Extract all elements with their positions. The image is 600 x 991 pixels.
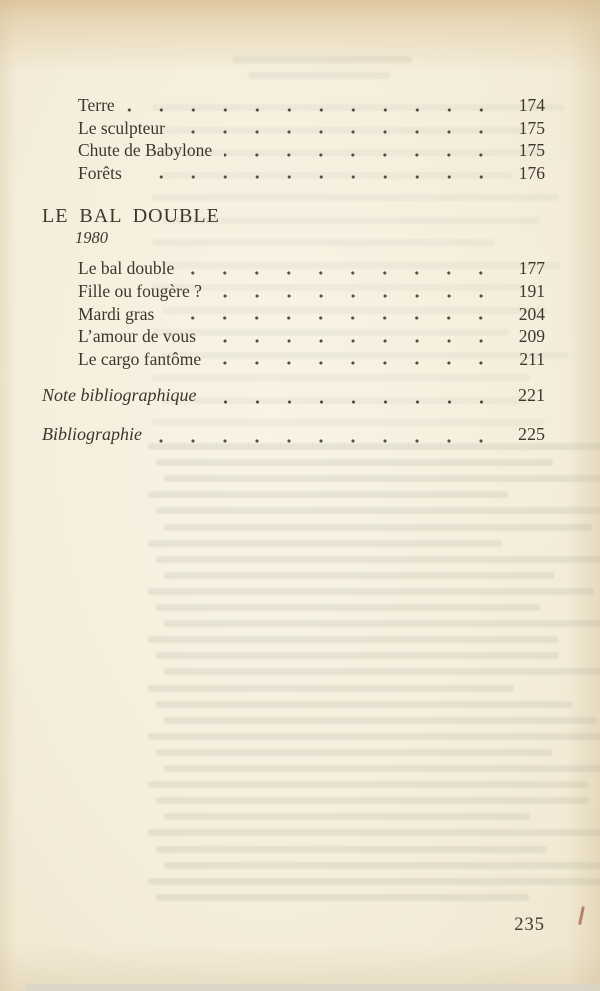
- section-entries: [42, 258, 545, 371]
- dot-leader: [166, 313, 497, 323]
- dot-leader: [208, 336, 497, 346]
- toc-entry-title: Le sculpteur: [78, 117, 165, 138]
- toc-entry-title: Fille ou fougère ?: [78, 280, 202, 301]
- toc-entry-page: 175: [518, 117, 545, 138]
- dot-leader: [154, 436, 497, 446]
- toc-entry-page: 209: [518, 326, 545, 347]
- toc-entry-title: Note bibliographique: [42, 385, 197, 406]
- page-number: 235: [514, 915, 545, 935]
- dot-leader: [213, 358, 497, 368]
- dot-leader: [134, 172, 497, 182]
- toc-entry-title: Chute de Babylone: [78, 140, 213, 161]
- dot-leader: [209, 397, 498, 407]
- toc-entry: [42, 424, 545, 449]
- toc-entry-page: 176: [518, 162, 545, 183]
- section-heading: LE BAL DOUBLE: [42, 205, 220, 228]
- toc-entry-title: Le cargo fantôme: [78, 348, 202, 369]
- pen-mark: [578, 906, 584, 925]
- toc-entry-page: 221: [518, 385, 545, 406]
- toc-entry: [42, 258, 545, 281]
- toc-entry-title: L’amour de vous: [78, 326, 196, 347]
- toc-entry: [42, 349, 545, 372]
- toc-entry-page: 174: [518, 95, 545, 115]
- toc-entry-title: Terre: [78, 95, 115, 115]
- toc-entry: [42, 304, 545, 327]
- toc-entry-page: 191: [518, 280, 545, 301]
- toc-entry: [42, 118, 545, 141]
- toc-entry-page: 177: [518, 258, 545, 279]
- dot-leader: [127, 105, 497, 115]
- toc-entry: [42, 385, 545, 410]
- paper-top-shadow: [0, 0, 600, 72]
- paper-right-shadow: [566, 0, 600, 991]
- toc-entry: [42, 163, 545, 186]
- paper-left-shadow: [0, 0, 16, 991]
- toc-entry-title: Bibliographie: [42, 424, 142, 445]
- page-bottom-edge: [26, 984, 600, 991]
- toc-entry: [42, 326, 545, 349]
- dot-leader: [186, 268, 497, 278]
- toc-entry-title: Forêts: [78, 162, 122, 183]
- toc-entry: [42, 95, 545, 118]
- toc-entry-page: 204: [518, 303, 545, 324]
- section-year: 1980: [75, 228, 108, 248]
- toc-entry-page: 175: [518, 140, 545, 161]
- dot-leader: [177, 127, 497, 137]
- toc-entry-title: Mardi gras: [78, 303, 155, 324]
- toc-entry-page: 211: [519, 348, 545, 369]
- toc-entry-page: 225: [518, 424, 545, 445]
- toc-entry: [42, 281, 545, 304]
- table-of-contents: [42, 95, 545, 449]
- dot-leader: [224, 150, 497, 160]
- toc-entry-title: Le bal double: [78, 258, 175, 279]
- dot-leader: [214, 291, 497, 301]
- toc-entry: [42, 140, 545, 163]
